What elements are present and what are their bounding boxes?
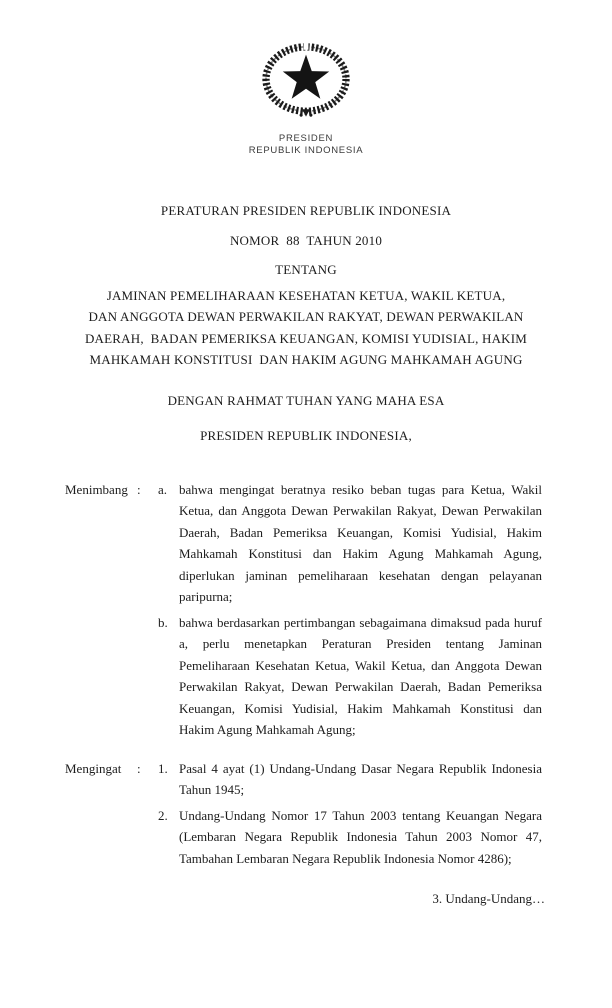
header-org-line1: PRESIDEN <box>278 133 334 144</box>
clause-item-b <box>158 612 542 741</box>
item-marker: 2. <box>158 807 168 823</box>
header-org-line2: REPUBLIK INDONESIA <box>248 144 364 156</box>
clause-label: Menimbang <box>65 481 128 497</box>
clause-colon: : <box>137 760 141 776</box>
item-text: bahwa mengingat beratnya resiko beban tugas para Ketua, Wakil Ketua, dan Anggota Dewan Perwakilan Rakyat, Dewan Perwakilan Daerah, Badan Pemeriksa Keuangan, Komisi Yudisial, Hakim Mahkamah Konstitusi dan Hakim Agung Mahkamah Agung, diperlukan jaminan pemeliharaan kesehatan dengan pelayanan paripurna; <box>179 481 542 604</box>
clause-mengingat <box>65 758 542 870</box>
clause-colon: : <box>137 481 141 497</box>
clause-item-a <box>158 479 542 608</box>
catchword: 3. Undang-Undang… <box>432 891 545 906</box>
item-text: Pasal 4 ayat (1) Undang-Undang Dasar Negara Republik Indonesia Tahun 1945; <box>179 760 542 797</box>
clause-item-2 <box>158 805 542 870</box>
title-block <box>0 200 612 447</box>
regulation-title: PERATURAN PRESIDEN REPUBLIK INDONESIA <box>160 203 452 218</box>
item-text: bahwa berdasarkan pertimbangan sebagaimana dimaksud pada huruf a, perlu menetapkan Peraturan Presiden tentang Jaminan Pemeliharaan Kesehatan Ketua, Wakil Ketua, dan Anggota Dewan Perwakilan Rakyat, Dewan Perwakilan Daerah, Badan Pemeriksa Keuangan, Komisi Yudisial, Hakim Mahkamah Konstitusi dan Hakim Agung Mahkamah Agung; <box>179 614 542 737</box>
subject-line: DAERAH, BADAN PEMERIKSA KEUANGAN, KOMISI YUDISIAL, HAKIM <box>84 330 528 346</box>
item-text: Undang-Undang Nomor 17 Tahun 2003 tentang Keuangan Negara (Lembaran Negara Republik Indonesia Tahun 2003 Nomor 47, Tambahan Lembaran Negara Republik Indonesia Nomor 4286); <box>179 807 542 866</box>
subject-line: DAN ANGGOTA DEWAN PERWAKILAN RAKYAT, DEWAN PERWAKILAN <box>88 309 524 324</box>
authority-line: PRESIDEN REPUBLIK INDONESIA, <box>200 428 412 443</box>
clause-label: Mengingat <box>65 760 122 776</box>
item-marker: 1. <box>158 760 168 776</box>
clause-items <box>158 758 542 870</box>
clause-items <box>158 479 542 741</box>
item-marker: b. <box>158 614 168 630</box>
clauses-section <box>65 479 542 870</box>
item-marker: a. <box>158 481 168 497</box>
regulation-subject <box>0 285 612 371</box>
clause-item-1 <box>158 758 542 801</box>
regulation-number: NOMOR 88 TAHUN 2010 <box>229 232 383 248</box>
presidential-seal-icon <box>257 41 355 121</box>
subject-line: MAHKAMAH KONSTITUSI DAN HAKIM AGUNG MAHKAMAH AGUNG <box>89 352 523 367</box>
tentang-label: TENTANG <box>275 262 337 277</box>
clause-menimbang <box>65 479 542 741</box>
subject-line: JAMINAN PEMELIHARAAN KESEHATAN KETUA, WAKIL KETUA, <box>106 287 506 303</box>
invocation-line: DENGAN RAHMAT TUHAN YANG MAHA ESA <box>167 392 445 408</box>
document-header <box>0 0 612 156</box>
